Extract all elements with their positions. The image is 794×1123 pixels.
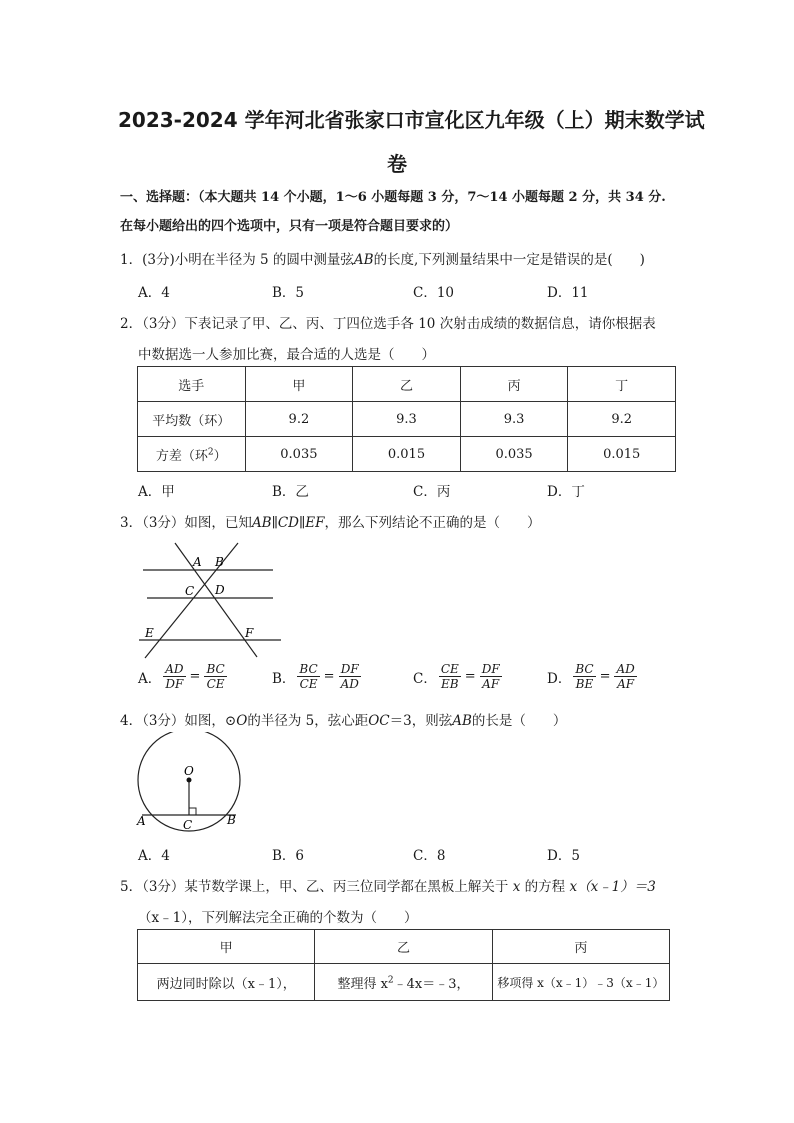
question-5-x: x <box>512 879 521 895</box>
table-cell: 移项得 x（x﹣1）﹣3（x﹣1） <box>492 964 669 1001</box>
equals-sign: = <box>189 669 201 684</box>
label-e: E <box>145 626 154 640</box>
right-angle-mark <box>189 808 196 815</box>
table-header-cell: 甲 <box>245 367 353 402</box>
label-o: O <box>184 764 194 778</box>
question-3-figure <box>135 540 295 665</box>
question-4-option-c: C．8 <box>413 848 446 864</box>
question-5-line1 <box>120 875 656 895</box>
row-label-sup: 2 <box>207 447 214 458</box>
cell-text-pre: 整理得 x <box>337 976 388 992</box>
table-header-cell: 乙 <box>315 930 492 964</box>
table-cell: 9.3 <box>460 402 568 437</box>
question-4-option-d: D．5 <box>547 848 580 864</box>
table-cell: 两边同时除以（x﹣1）， <box>138 964 315 1001</box>
fraction <box>297 662 319 691</box>
question-3-option-c <box>413 662 502 691</box>
question-1-option-c: C．10 <box>413 285 455 301</box>
numerator: BC <box>575 662 594 676</box>
question-2-line2: 中数据选一人参加比赛，最合适的人选是（ ） <box>138 347 435 363</box>
question-4-option-b: B．6 <box>272 848 305 864</box>
question-5-eq: x（x﹣1）＝3 <box>569 879 656 895</box>
question-1-stem-pre: 1．(3分)小明在半径为 5 的圆中测量弦 <box>120 252 354 268</box>
question-3-math: AB∥CD∥EF <box>251 515 325 531</box>
numerator: AD <box>165 662 184 676</box>
table-cell: 9.3 <box>353 402 461 437</box>
fraction <box>480 662 502 691</box>
numerator: DF <box>340 662 359 676</box>
equals-sign: = <box>599 669 611 684</box>
table-cell <box>315 964 492 1001</box>
question-3-stem-pre: 3．（3分）如图，已知 <box>120 515 252 531</box>
page-title: 2023-2024 学年河北省张家口市宣化区九年级（上）期末数学试 <box>118 108 705 132</box>
question-4 <box>120 709 566 729</box>
denominator: EB <box>441 677 459 691</box>
question-1-var: AB <box>353 252 374 268</box>
table-header-cell: 丙 <box>492 930 669 964</box>
transversal-be <box>145 543 238 658</box>
fraction <box>339 662 361 691</box>
cell-text-post: ﹣4x＝﹣3， <box>393 976 470 992</box>
question-3-stem-post: ，那么下列结论不正确的是（ ） <box>324 515 541 531</box>
label-c: C <box>183 818 193 832</box>
fraction <box>163 662 185 691</box>
table-cell: 9.2 <box>245 402 353 437</box>
fraction <box>439 662 461 691</box>
option-letter: D． <box>547 670 572 687</box>
page-title-continued: 卷 <box>387 152 407 176</box>
label-f: F <box>245 626 254 640</box>
question-1-option-a: A．4 <box>138 285 170 301</box>
table-header-cell: 选手 <box>138 367 246 402</box>
denominator: CE <box>299 677 318 691</box>
table-cell: 0.035 <box>460 437 568 472</box>
denominator: DF <box>165 677 184 691</box>
label-d: D <box>215 583 225 597</box>
question-4-stem-mid: 的半径为 5，弦心距 <box>247 713 369 729</box>
denominator: CE <box>206 677 225 691</box>
question-1 <box>120 248 645 268</box>
label-b: B <box>215 555 224 569</box>
table-cell: 9.2 <box>568 402 676 437</box>
table-header-cell: 甲 <box>138 930 315 964</box>
question-4-stem-post: 的长是（ ） <box>471 713 567 729</box>
question-5-pre: 5．（3分）某节数学课上，甲、乙、丙三位同学都在黑板上解关于 <box>120 879 509 895</box>
table-row-label <box>138 437 246 472</box>
table-row-label: 平均数（环） <box>138 402 246 437</box>
label-a: A <box>137 814 146 828</box>
option-letter: C． <box>413 670 437 687</box>
table-header-cell: 丁 <box>568 367 676 402</box>
table-header-cell: 乙 <box>353 367 461 402</box>
cell-sup: 2 <box>387 975 394 986</box>
equals-sign: = <box>323 669 335 684</box>
table-cell: 0.015 <box>353 437 461 472</box>
option-letter: A． <box>138 670 162 687</box>
question-3-option-b <box>272 662 361 691</box>
numerator: AD <box>616 662 635 676</box>
question-5-table <box>137 929 670 1001</box>
numerator: BC <box>299 662 318 676</box>
label-a: A <box>193 555 202 569</box>
row-label-text: 方差（环 <box>155 448 208 464</box>
label-c: C <box>185 584 195 598</box>
question-2-option-a: A．甲 <box>138 484 175 500</box>
question-4-figure <box>134 732 246 834</box>
denominator: AF <box>482 677 500 691</box>
question-4-stem-pre: 4．（3分）如图，⊙ <box>120 713 237 729</box>
question-4-o: O <box>236 713 248 729</box>
question-4-stem-mid2: ＝3，则弦 <box>389 713 453 729</box>
numerator: DF <box>481 662 500 676</box>
numerator: BC <box>206 662 225 676</box>
question-1-option-b: B．5 <box>272 285 305 301</box>
question-5-mid: 的方程 <box>524 879 566 895</box>
label-b: B <box>227 813 236 827</box>
table-cell: 0.035 <box>245 437 353 472</box>
fraction <box>614 662 636 691</box>
question-4-oc: OC <box>368 713 390 729</box>
option-letter: B． <box>272 670 296 687</box>
question-3 <box>120 511 540 531</box>
question-3-option-a <box>138 662 227 691</box>
question-4-ab: AB <box>452 713 472 729</box>
fraction <box>573 662 595 691</box>
question-5-line2: （x﹣1），下列解法完全正确的个数为（ ） <box>138 910 418 926</box>
question-2-line1: 2．（3分）下表记录了甲、乙、丙、丁四位选手各 10 次射击成绩的数据信息，请你根据表 <box>120 316 656 332</box>
row-label-close: ） <box>213 448 227 464</box>
denominator: BE <box>575 677 594 691</box>
question-2-option-d: D．丁 <box>547 484 585 500</box>
section-heading-line2: 在每小题给出的四个选项中，只有一项是符合题目要求的） <box>120 219 459 234</box>
fraction <box>204 662 226 691</box>
numerator: CE <box>440 662 459 676</box>
denominator: AF <box>617 677 635 691</box>
question-2-option-b: B．乙 <box>272 484 309 500</box>
question-1-stem-post: 的长度,下列测量结果中一定是错误的是( ) <box>373 252 645 268</box>
question-3-option-d <box>547 662 637 691</box>
denominator: AD <box>340 677 359 691</box>
question-4-option-a: A．4 <box>138 848 170 864</box>
section-heading: 一、选择题：（本大题共 14 个小题，1～6 小题每题 3 分，7～14 小题每题 2 分，共 34 分. <box>120 190 666 205</box>
question-1-option-d: D．11 <box>547 285 589 301</box>
equals-sign: = <box>464 669 476 684</box>
question-2-table <box>137 366 676 472</box>
center-point <box>187 778 192 783</box>
question-2-option-c: C．丙 <box>413 484 451 500</box>
table-cell: 0.015 <box>568 437 676 472</box>
table-header-cell: 丙 <box>460 367 568 402</box>
